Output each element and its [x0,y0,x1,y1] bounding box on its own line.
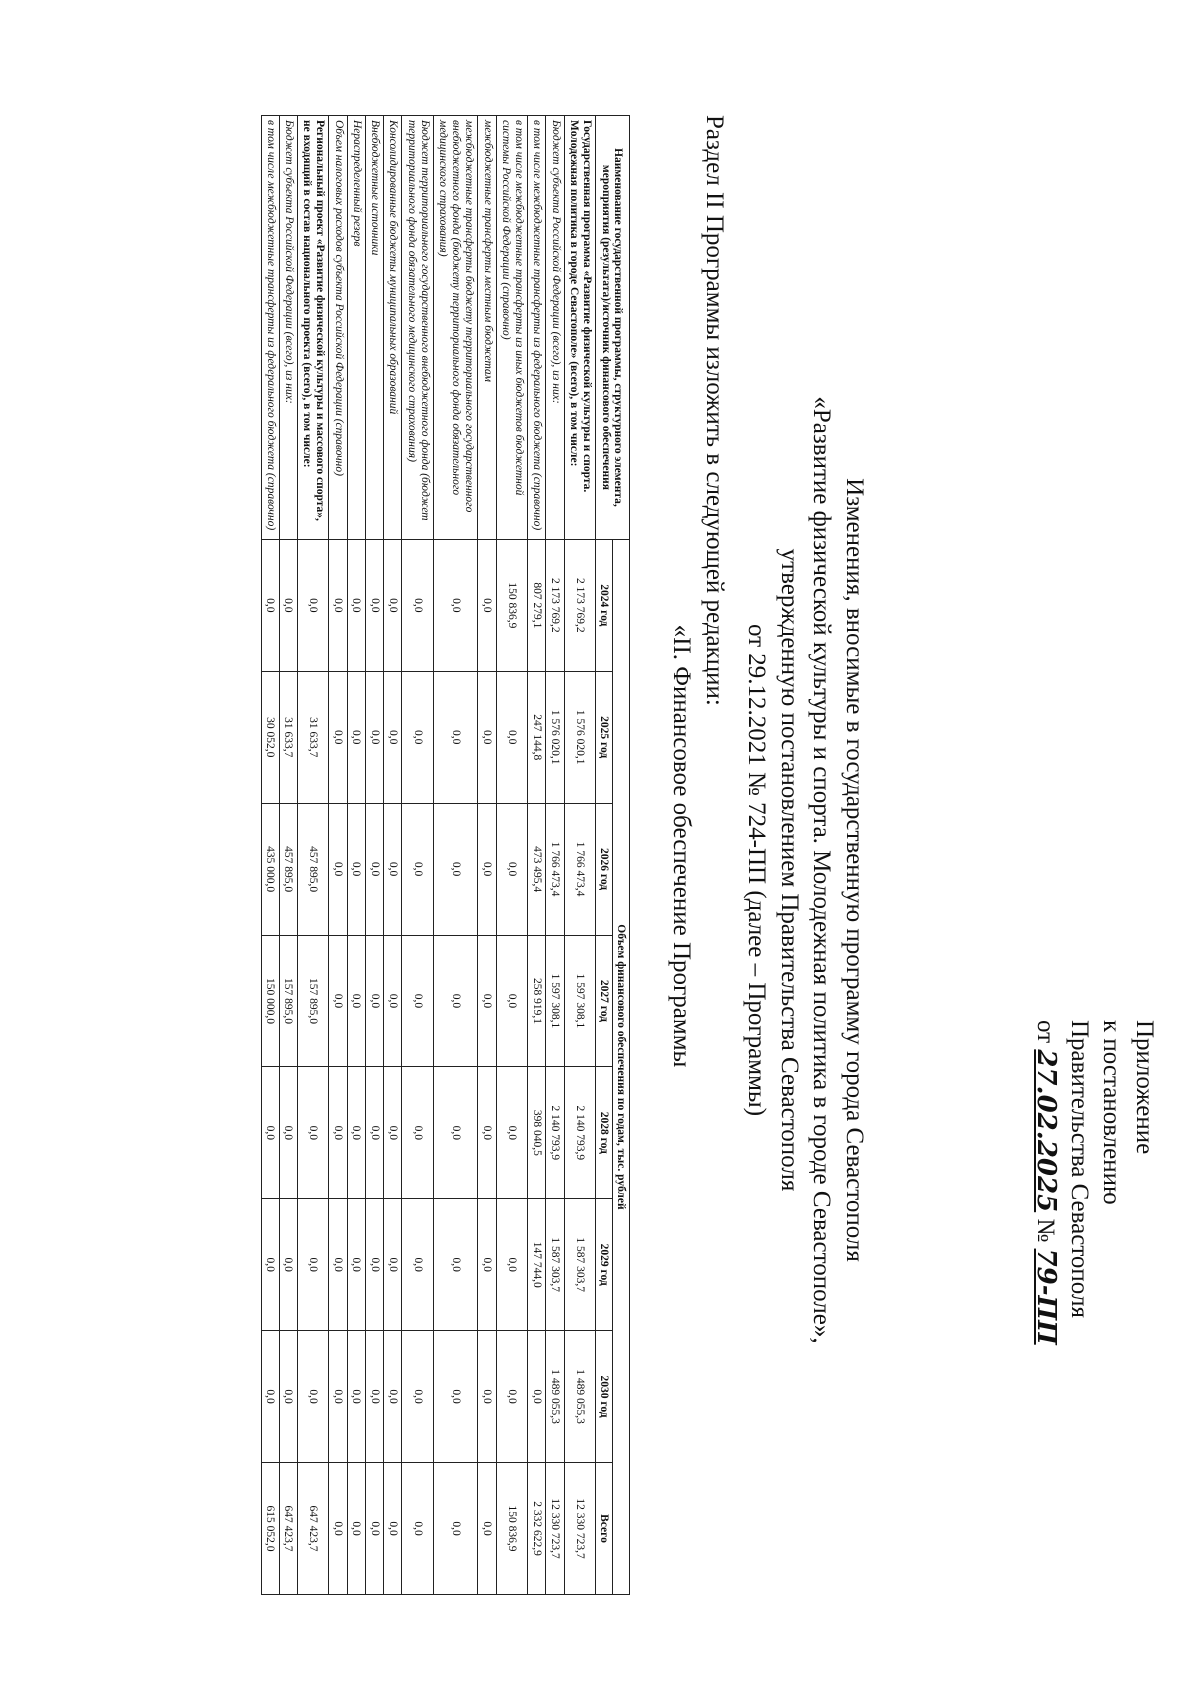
value-cell: 0,0 [478,803,496,935]
handwritten-date: 27.02.2025 [1031,1049,1062,1213]
value-cell: 0,0 [402,671,433,803]
value-cell: 0,0 [478,1067,496,1199]
value-cell: 0,0 [384,803,402,935]
value-cell: 647 423,7 [298,1463,329,1595]
value-cell: 1 597 308,1 [546,935,564,1067]
value-cell: 0,0 [347,803,365,935]
value-cell: 1 576 020,1 [564,671,595,803]
appendix-line-2: к постановлению [1098,1020,1126,1205]
value-cell: 0,0 [433,1331,478,1463]
value-cell: 0,0 [365,1331,383,1463]
value-cell: 0,0 [433,1067,478,1199]
value-cell: 647 423,7 [279,1463,297,1595]
value-cell: 0,0 [433,1199,478,1331]
value-cell: 0,0 [329,935,347,1067]
value-cell: 0,0 [384,1067,402,1199]
row-label: Бюджет субъекта Российской Федерации (всего), из них: [279,116,297,540]
row-label: межбюджетные трансферты бюджету территориального государственного внебюджетного фонда (бюджету территориального фонда обязательного медицинского страхования) [433,116,478,540]
appendix-line-1: Приложение [1131,1020,1158,1155]
value-cell: 0,0 [384,1331,402,1463]
header-year-cell: 2028 год [596,1067,613,1199]
table-row [329,116,347,1595]
value-cell: 0,0 [329,539,347,671]
appendix-block [1029,1020,1160,1540]
table-row [546,116,564,1595]
row-label: Объем налоговых расходов субъекта Российской Федерации (справочно) [329,116,347,540]
value-cell: 157 895,0 [298,935,329,1067]
value-cell: 0,0 [384,935,402,1067]
value-cell: 0,0 [384,1463,402,1595]
value-cell: 31 633,7 [298,671,329,803]
value-cell: 0,0 [347,935,365,1067]
value-cell: 0,0 [402,1199,433,1331]
value-cell: 0,0 [384,671,402,803]
value-cell: 807 279,1 [528,539,546,671]
value-cell: 435 000,0 [261,803,279,935]
financial-table [261,115,630,1595]
value-cell: 1 489 055,3 [564,1331,595,1463]
value-cell: 2 140 793,9 [564,1067,595,1199]
value-cell: 0,0 [298,1067,329,1199]
value-cell: 150 836,9 [496,539,527,671]
row-label: Нераспределенный резерв [347,116,365,540]
value-cell: 31 633,7 [279,671,297,803]
value-cell: 457 895,0 [298,803,329,935]
title-line-1: Изменения, вносимые в государственную программу города Севастополя [841,478,868,1262]
value-cell: 0,0 [347,1463,365,1595]
row-label: в том числе межбюджетные трансферты из иных бюджетов бюджетной системы Российской Федерации (справочно) [496,116,527,540]
value-cell: 0,0 [279,539,297,671]
table-row [298,116,329,1595]
table-row [402,116,433,1595]
value-cell: 0,0 [365,1463,383,1595]
value-cell: 0,0 [496,803,527,935]
header-year-cell: 2027 год [596,935,613,1067]
value-cell: 0,0 [402,1463,433,1595]
appendix-date-line [1029,1020,1063,1540]
value-cell: 247 144,8 [528,671,546,803]
value-cell: 0,0 [298,1331,329,1463]
value-cell: 0,0 [365,1067,383,1199]
value-cell: 157 895,0 [279,935,297,1067]
value-cell: 615 052,0 [261,1463,279,1595]
value-cell: 398 040,5 [528,1067,546,1199]
value-cell: 12 330 723,7 [564,1463,595,1595]
header-year-cell: 2030 год [596,1331,613,1463]
value-cell: 30 052,0 [261,671,279,803]
section-heading: «II. Финансовое обеспечение Программы [668,624,695,1068]
value-cell: 258 919,1 [528,935,546,1067]
value-cell: 12 330 723,7 [546,1463,564,1595]
value-cell: 1 597 308,1 [564,935,595,1067]
value-cell: 0,0 [528,1331,546,1463]
value-cell: 1 766 473,4 [564,803,595,935]
value-cell: 0,0 [329,1199,347,1331]
title-line-4: от 29.12.2021 № 724-ПП (далее – Программы) [743,623,771,1117]
document-title [740,270,870,1470]
table-row [528,116,546,1595]
value-cell: 0,0 [433,1463,478,1595]
value-cell: 0,0 [402,803,433,935]
value-cell: 2 140 793,9 [546,1067,564,1199]
title-line-3: утвержденную постановлением Правительства Севастополя [776,548,803,1192]
row-label: Бюджет субъекта Российской Федерации (всего), из них: [546,116,564,540]
value-cell: 0,0 [478,935,496,1067]
value-cell: 1 587 303,7 [546,1199,564,1331]
value-cell: 2 332 622,9 [528,1463,546,1595]
value-cell: 0,0 [384,1199,402,1331]
value-cell: 0,0 [478,539,496,671]
value-cell: 0,0 [347,539,365,671]
value-cell: 0,0 [347,671,365,803]
value-cell: 0,0 [433,935,478,1067]
row-label: межбюджетные трансферты местным бюджетам [478,116,496,540]
value-cell: 1 766 473,4 [546,803,564,935]
table-row [384,116,402,1595]
value-cell: 0,0 [329,803,347,935]
row-label: Консолидированные бюджеты муниципальных образований [384,116,402,540]
value-cell: 0,0 [365,671,383,803]
appendix-line-3: Правительства Севастополя [1066,1020,1093,1318]
table-row [496,116,527,1595]
value-cell: 0,0 [329,1331,347,1463]
value-cell: 0,0 [402,1331,433,1463]
header-group-cell: Объем финансового обеспечения по годам, тыс. рублей [613,539,630,1594]
table-row [261,116,279,1595]
row-label: в том числе межбюджетные трансферты из федерального бюджета (справочно) [261,116,279,540]
value-cell: 0,0 [261,1067,279,1199]
value-cell: 0,0 [478,1463,496,1595]
value-cell: 0,0 [365,539,383,671]
value-cell: 150 000,0 [261,935,279,1067]
table-row [279,116,297,1595]
value-cell: 0,0 [478,1331,496,1463]
value-cell: 0,0 [496,1199,527,1331]
section-instruction: Раздел II Программы изложить в следующей редакции: [701,115,728,706]
table-row [564,116,595,1595]
table-row [478,116,496,1595]
row-label: в том числе межбюджетные трансферты из федерального бюджета (справочно) [528,116,546,540]
value-cell: 0,0 [329,1463,347,1595]
value-cell: 0,0 [329,671,347,803]
value-cell: 1 489 055,3 [546,1331,564,1463]
value-cell: 1 587 303,7 [564,1199,595,1331]
table-row [365,116,383,1595]
value-cell: 0,0 [347,1199,365,1331]
header-year-cell: 2026 год [596,803,613,935]
handwritten-number: 79-ПП [1031,1248,1062,1345]
header-year-cell: 2029 год [596,1199,613,1331]
value-cell: 0,0 [478,1199,496,1331]
row-label: Региональный проект «Развитие физической культуры и массового спорта», не входящий в состав национального проекта (всего), в том числе: [298,116,329,540]
value-cell: 0,0 [402,935,433,1067]
date-prefix: от [1032,1020,1060,1044]
header-year-cell: 2024 год [596,539,613,671]
value-cell: 0,0 [402,539,433,671]
value-cell: 0,0 [496,1331,527,1463]
value-cell: 0,0 [384,539,402,671]
value-cell: 0,0 [261,539,279,671]
value-cell: 0,0 [478,671,496,803]
value-cell: 473 495,4 [528,803,546,935]
value-cell: 0,0 [496,671,527,803]
value-cell: 0,0 [279,1331,297,1463]
value-cell: 0,0 [496,1067,527,1199]
value-cell: 0,0 [496,935,527,1067]
value-cell: 147 744,0 [528,1199,546,1331]
value-cell: 1 576 020,1 [546,671,564,803]
value-cell: 0,0 [329,1067,347,1199]
value-cell: 2 173 769,2 [546,539,564,671]
row-label: Бюджет территориального государственного внебюджетного фонда (бюджет территориального фонда обязательного медицинского страхования) [402,116,433,540]
header-year-cell: Всего [596,1463,613,1595]
value-cell: 0,0 [298,1199,329,1331]
header-year-cell: 2025 год [596,671,613,803]
row-label: Внебюджетные источники [365,116,383,540]
value-cell: 0,0 [433,803,478,935]
value-cell: 0,0 [365,803,383,935]
table-row [433,116,478,1595]
row-label: Государственная программа «Развитие физической культуры и спорта. Молодежная политика в городе Севастополе» (всего), в том числе: [564,116,595,540]
value-cell: 0,0 [365,935,383,1067]
value-cell: 2 173 769,2 [564,539,595,671]
table-row [347,116,365,1595]
header-name-cell: Наименование государственной программы, структурного элемента, мероприятия (результата)/источник финансового обеспечения [596,116,630,540]
value-cell: 0,0 [298,539,329,671]
value-cell: 0,0 [347,1331,365,1463]
title-line-2: «Развитие физической культуры и спорта. Молодежная политика в городе Севастополе», [808,396,836,1344]
value-cell: 0,0 [402,1067,433,1199]
value-cell: 0,0 [433,539,478,671]
table-body [261,116,595,1595]
value-cell: 0,0 [433,671,478,803]
value-cell: 0,0 [365,1199,383,1331]
value-cell: 0,0 [261,1199,279,1331]
value-cell: 457 895,0 [279,803,297,935]
value-cell: 0,0 [279,1199,297,1331]
header-row-1 [613,116,630,1595]
value-cell: 150 836,9 [496,1463,527,1595]
value-cell: 0,0 [261,1331,279,1463]
value-cell: 0,0 [347,1067,365,1199]
value-cell: 0,0 [279,1067,297,1199]
number-prefix: № [1032,1218,1060,1243]
